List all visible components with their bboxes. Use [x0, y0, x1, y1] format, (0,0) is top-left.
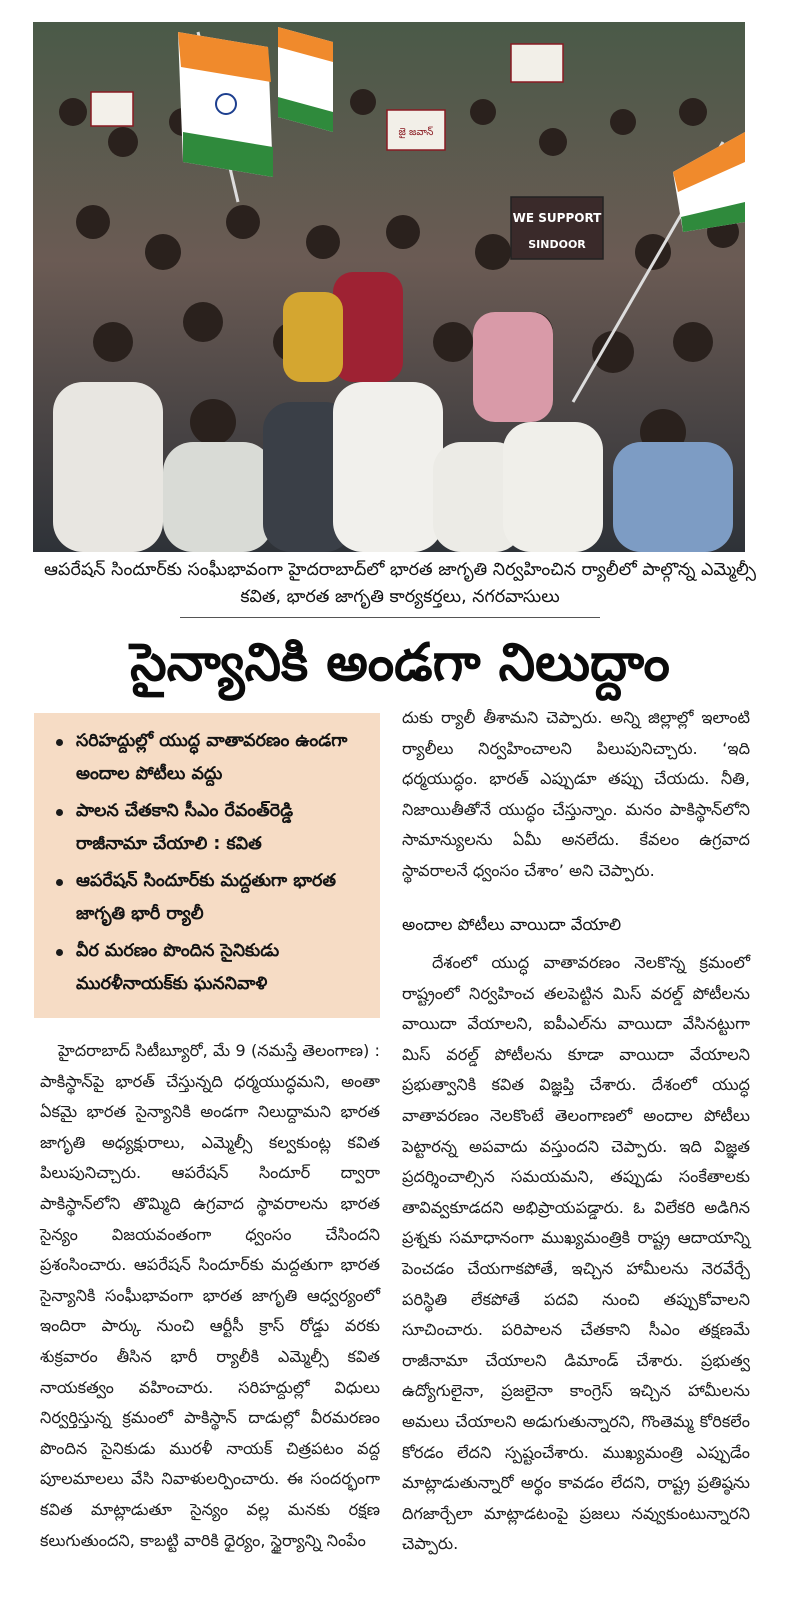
highlights-box — [34, 713, 380, 1018]
article-subheading: అందాల పోటీలు వాయిదా వేయాలి — [402, 915, 622, 934]
bullet-icon — [56, 739, 63, 746]
bullet-icon — [56, 809, 63, 816]
photo-caption: ఆపరేషన్ సిందూర్‌కు సంఘీభావంగా హైదరాబాద్‌లో భారత జాగృతి నిర్వహించిన ర్యాలీలో పాల్గొన్న ఎమ్మెల్సీ కవిత, భారత జాగృతి కార్యకర్తలు, నగరవాసులు — [44, 560, 756, 607]
highlight-item — [52, 865, 366, 931]
highlight-item — [52, 725, 366, 791]
article-paragraph: హైదరాబాద్ సిటీబ్యూరో, మే 9 (నమస్తే తెలంగాణ) : పాకిస్థాన్‌పై భారత్ చేస్తున్నది ధర్మయుద్ధమని, అంతా ఏకమై భారత సైన్యానికి అండగా నిలుద్దామని భారత జాగృతి అధ్యక్షురాలు, ఎమ్మెల్సీ కల్వకుంట్ల కవిత పిలుపునిచ్చారు. ఆపరేషన్ సిందూర్ ద్వారా పాకిస్థాన్‌లోని తొమ్మిది ఉగ్రవాద స్థావరాలను భారత సైన్యం విజయవంతంగా ధ్వంసం చేసిందని ప్రశంసించారు. ఆపరేషన్ సిందూర్‌కు మద్దతుగా భారత సైన్యానికి సంఘీభావంగా భారత జాగృతి ఆధ్వర్యంలో ఇందిరా పార్కు నుంచి ఆర్టీసీ క్రాస్ రోడ్డు వరకు శుక్రవారం తీసిన భారీ ర్యాలీకి ఎమ్మెల్సీ కవిత నాయకత్వం వహించారు. సరిహద్దుల్లో విధులు నిర్వర్తిస్తున్న క్రమంలో పాకిస్థాన్ దాడుల్లో వీరమరణం పొందిన సైనికుడు మురళీ నాయక్ చిత్రపటం వద్ద పూలమాలలు వేసి నివాళులర్పించారు. ఈ సందర్భంగా కవిత మాట్లాడుతూ సైన్యం వల్ల మనకు రక్షణ కలుగుతుందని, కాబట్టి వారికి ధైర్యం, స్థైర్యాన్ని నింపేం — [40, 1041, 380, 1550]
rally-photo-icon — [33, 22, 745, 552]
highlight-text: పాలన చేతకాని సీఎం రేవంత్‌రెడ్డి రాజీనామా చేయాలి : కవిత — [76, 801, 294, 854]
highlight-text: సరిహద్దుల్లో యుద్ధ వాతావరణం ఉండగా అందాల పోటీలు వద్దు — [76, 731, 348, 784]
placard-text: WE SUPPORT — [512, 211, 602, 225]
article-column-right-top — [402, 703, 750, 887]
highlight-text: ఆపరేషన్ సిందూర్‌కు మద్దతుగా భారత జాగృతి భారీ ర్యాలీ — [76, 871, 337, 924]
caption-divider — [180, 617, 600, 618]
bullet-icon — [56, 879, 63, 886]
placard-text: జై జవాన్ — [398, 127, 434, 138]
article-column-left — [40, 1036, 380, 1556]
article-column-right-bottom — [402, 948, 750, 1560]
highlight-text: వీర మరణం పొందిన సైనికుడు మురళీనాయక్‌కు ఘననివాళి — [76, 941, 280, 994]
article-paragraph: దేశంలో యుద్ధ వాతావరణం నెలకొన్న క్రమంలో రాష్ట్రంలో నిర్వహించ తలపెట్టిన మిస్ వరల్డ్ పోటీలను వాయిదా వేయాలని, ఐపీఎల్‌ను వాయిదా వేసినట్టుగా మిస్ వరల్డ్ పోటీలను కూడా వాయిదా వేయాలని ప్రభుత్వానికి కవిత విజ్ఞప్తి చేశారు. దేశంలో యుద్ధ వాతావరణం నెలకొంటే తెలంగాణలో అందాల పోటీలు పెట్టారన్న అపవాదు వస్తుందని చెప్పారు. ఇది విజ్ఞత ప్రదర్శించాల్సిన సమయమని, తప్పుడు సంకేతాలకు తావివ్వకూడదని అభిప్రాయపడ్డారు. ఓ విలేకరి అడిగిన ప్రశ్నకు సమాధానంగా ముఖ్యమంత్రికి రాష్ట్ర ఆదాయాన్ని పెంచడం చేయగాకపోతే, ఇచ్చిన హామీలను నెరవేర్చే పరిస్థితి లేకపోతే పదవి నుంచి తప్పుకోవాలని సూచించారు. పరిపాలన చేతకాని సీఎం తక్షణమే రాజీనామా చేయాలని డిమాండ్ చేశారు. ప్రభుత్వ ఉద్యోగులైనా, ప్రజలైనా కాంగ్రెస్ ఇచ్చిన హామీలను అమలు చేయాలని అడుగుతున్నారని, గొంతెమ్మ కోరికలేం కోరడం లేదని స్పష్టంచేశారు. ముఖ్యమంత్రి ఎప్పుడేం మాట్లాడుతున్నారో అర్థం కావడం లేదని, రాష్ట్ర ప్రతిష్ఠను దిగజార్చేలా మాట్లాడటంపై ప్రజలు నవ్వుకుంటున్నారని చెప్పారు. — [402, 953, 750, 1554]
rally-photo — [33, 22, 745, 552]
placard-text: SINDOOR — [528, 238, 586, 251]
bullet-icon — [56, 949, 63, 956]
headline: సైన్యానికి అండగా నిలుద్దాం — [130, 633, 670, 693]
highlight-item — [52, 795, 366, 861]
article-paragraph: దుకు ర్యాలీ తీశామని చెప్పారు. అన్ని జిల్లాల్లో ఇలాంటి ర్యాలీలు నిర్వహించాలని పిలుపునిచ్చారు. ‘ఇది ధర్మయుద్ధం. భారత్ ఎప్పుడూ తప్పు చేయదు. నీతి, నిజాయితీతోనే యుద్ధం చేస్తున్నాం. మనం పాకిస్థాన్‌లోని సామాన్యులను ఏమీ అనలేదు. కేవలం ఉగ్రవాద స్థావరాలనే ధ్వంసం చేశాం’ అని చెప్పారు. — [402, 708, 750, 880]
highlight-item — [52, 935, 366, 1001]
